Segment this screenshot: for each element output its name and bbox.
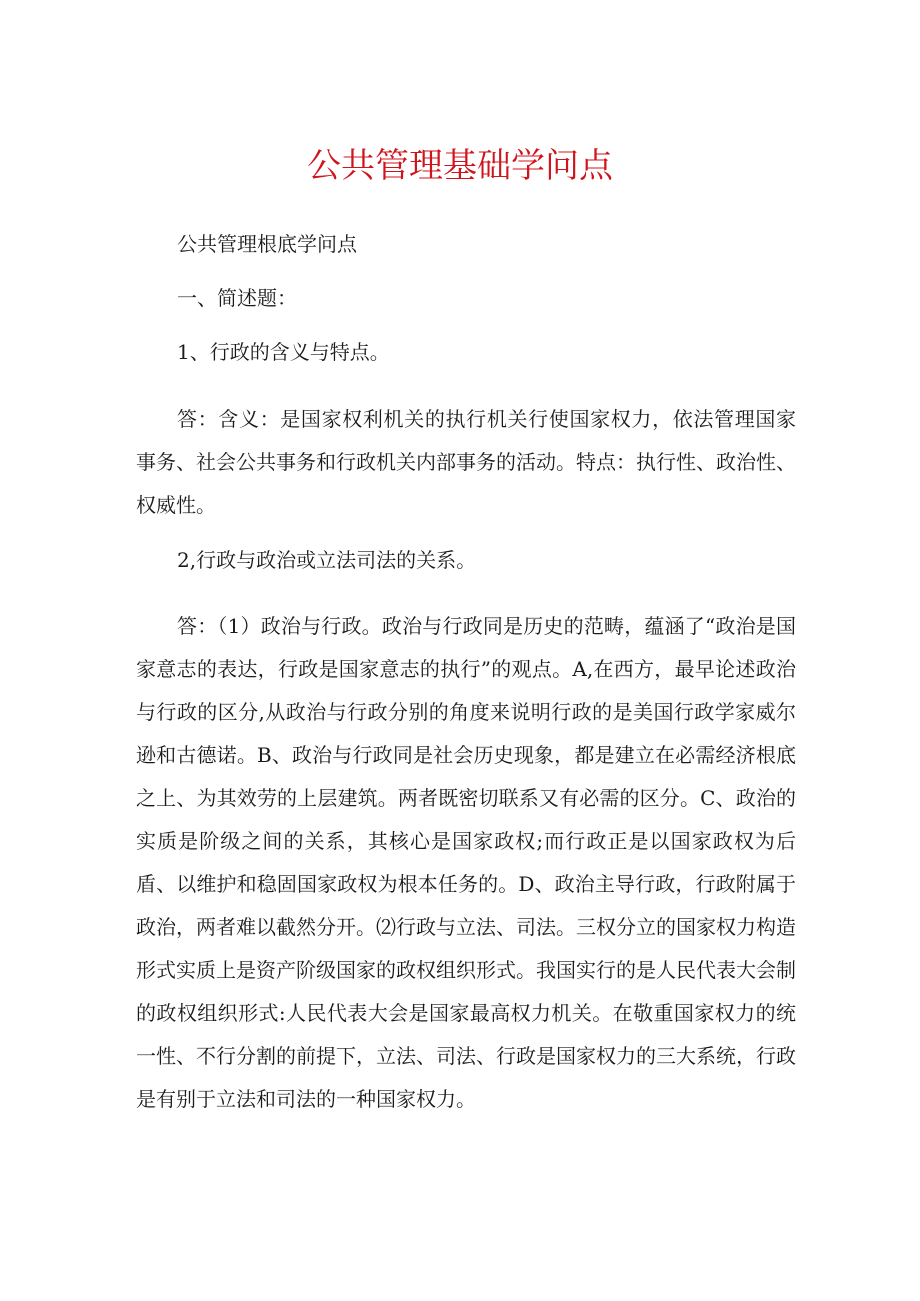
- question-1: 1、行政的含义与特点。: [177, 340, 390, 364]
- question-2: 2,行政与政治或立法司法的关系。: [177, 548, 477, 572]
- section-heading: 一、简述题：: [177, 286, 297, 310]
- answer-1: 答：含义：是国家权利机关的执行机关行使国家权力，依法管理国家事务、社会公共事务和行政机关内部事务的活动。特点：执行性、政治性、权威性。: [136, 407, 796, 517]
- document-subtitle: 公共管理根底学问点: [177, 232, 357, 256]
- document-title: 公共管理基础学问点: [307, 146, 613, 186]
- answer-2: 答：（1）政治与行政。政治与行政同是历史的范畴，蕴涵了“政治是国家意志的表达，行政是国家意志的执行”的观点。A,在西方，最早论述政治与行政的区分,从政治与行政分别的角度来说明行政的是美国行政学家威尔逊和古德诺。B、政治与行政同是社会历史现象，都是建立在必需经济根底之上、为其效劳的上层建筑。两者既密切联系又有必需的区分。C、政治的实质是阶级之间的关系，其核心是国家政权;而行政正是以国家政权为后盾、以维护和稳固国家政权为根本任务的。D、政治主导行政，行政附属于政治，两者难以截然分开。⑵行政与立法、司法。三权分立的国家权力构造形式实质上是资产阶级国家的政权组织形式。我国实行的是人民代表大会制的政权组织形式:人民代表大会是国家最高权力机关。在敬重国家权力的统一性、不行分割的前提下，立法、司法、行政是国家权力的三大系统，行政是有别于立法和司法的一种国家权力。: [136, 614, 796, 1111]
